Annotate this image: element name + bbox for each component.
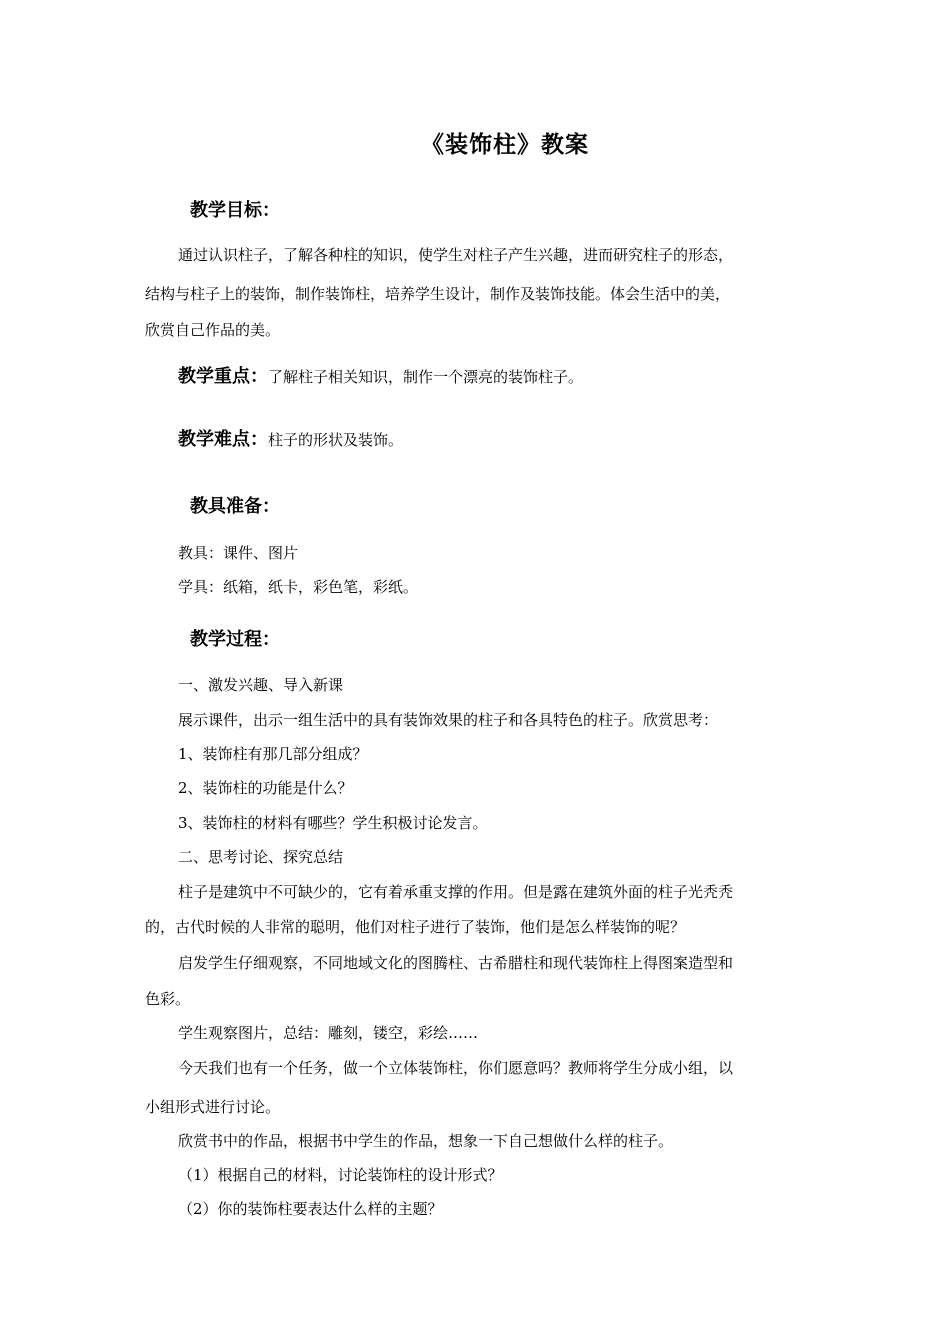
- process-line: 2、装饰柱的功能是什么？: [178, 779, 353, 797]
- key-point-row: [178, 367, 583, 387]
- process-line: 色彩。: [145, 990, 191, 1008]
- difficulty-label: 教学难点：: [178, 429, 268, 450]
- process-line: 小组形式进行讨论。: [145, 1098, 281, 1116]
- process-line: 学生观察图片，总结：雕刻，镂空，彩绘……: [178, 1024, 479, 1042]
- key-point-text: 了解柱子相关知识，制作一个漂亮的装饰柱子。: [268, 368, 584, 386]
- process-line: 1、装饰柱有那几部分组成？: [178, 745, 368, 763]
- preparation-student: 学具：纸箱，纸卡，彩色笔，彩纸。: [178, 578, 419, 596]
- key-point-label: 教学重点：: [178, 366, 268, 387]
- objectives-heading: 教学目标：: [190, 200, 280, 221]
- process-line: 今天我们也有一个任务，做一个立体装饰柱，你们愿意吗？教师将学生分成小组，以: [178, 1059, 734, 1077]
- page-title: 《装饰柱》教案: [421, 132, 589, 158]
- process-line: 展示课件，出示一组生活中的具有装饰效果的柱子和各具特色的柱子。欣赏思考：: [178, 711, 719, 729]
- process-line: 的，古代时候的人非常的聪明，他们对柱子进行了装饰，他们是怎么样装饰的呢？: [145, 918, 686, 936]
- process-line: 欣赏书中的作品，根据书中学生的作品，想象一下自己想做什么样的柱子。: [178, 1132, 674, 1150]
- process-line: （1）根据自己的材料，讨论装饰柱的设计形式？: [178, 1166, 503, 1184]
- preparation-heading: 教具准备：: [190, 496, 280, 517]
- objectives-line: 结构与柱子上的装饰，制作装饰柱，培养学生设计，制作及装饰技能。体会生活中的美，: [145, 285, 731, 303]
- preparation-teacher: 教具：课件、图片: [178, 544, 299, 562]
- objectives-line: 通过认识柱子，了解各种柱的知识，使学生对柱子产生兴趣，进而研究柱子的形态，: [178, 246, 734, 264]
- process-line: 启发学生仔细观察，不同地域文化的图腾柱、古希腊柱和现代装饰柱上得图案造型和: [178, 954, 734, 972]
- process-line: 3、装饰柱的材料有哪些？学生积极讨论发言。: [178, 814, 488, 832]
- difficulty-text: 柱子的形状及装饰。: [268, 431, 404, 449]
- difficulty-row: [178, 430, 403, 450]
- process-line: 二、思考讨论、探究总结: [178, 848, 344, 866]
- process-line: 柱子是建筑中不可缺少的，它有着承重支撑的作用。但是露在建筑外面的柱子光秃秃: [178, 883, 734, 901]
- process-heading: 教学过程：: [190, 629, 280, 650]
- objectives-line: 欣赏自己作品的美。: [145, 321, 281, 339]
- process-line: 一、激发兴趣、导入新课: [178, 676, 344, 694]
- process-line: （2）你的装饰柱要表达什么样的主题？: [178, 1200, 443, 1218]
